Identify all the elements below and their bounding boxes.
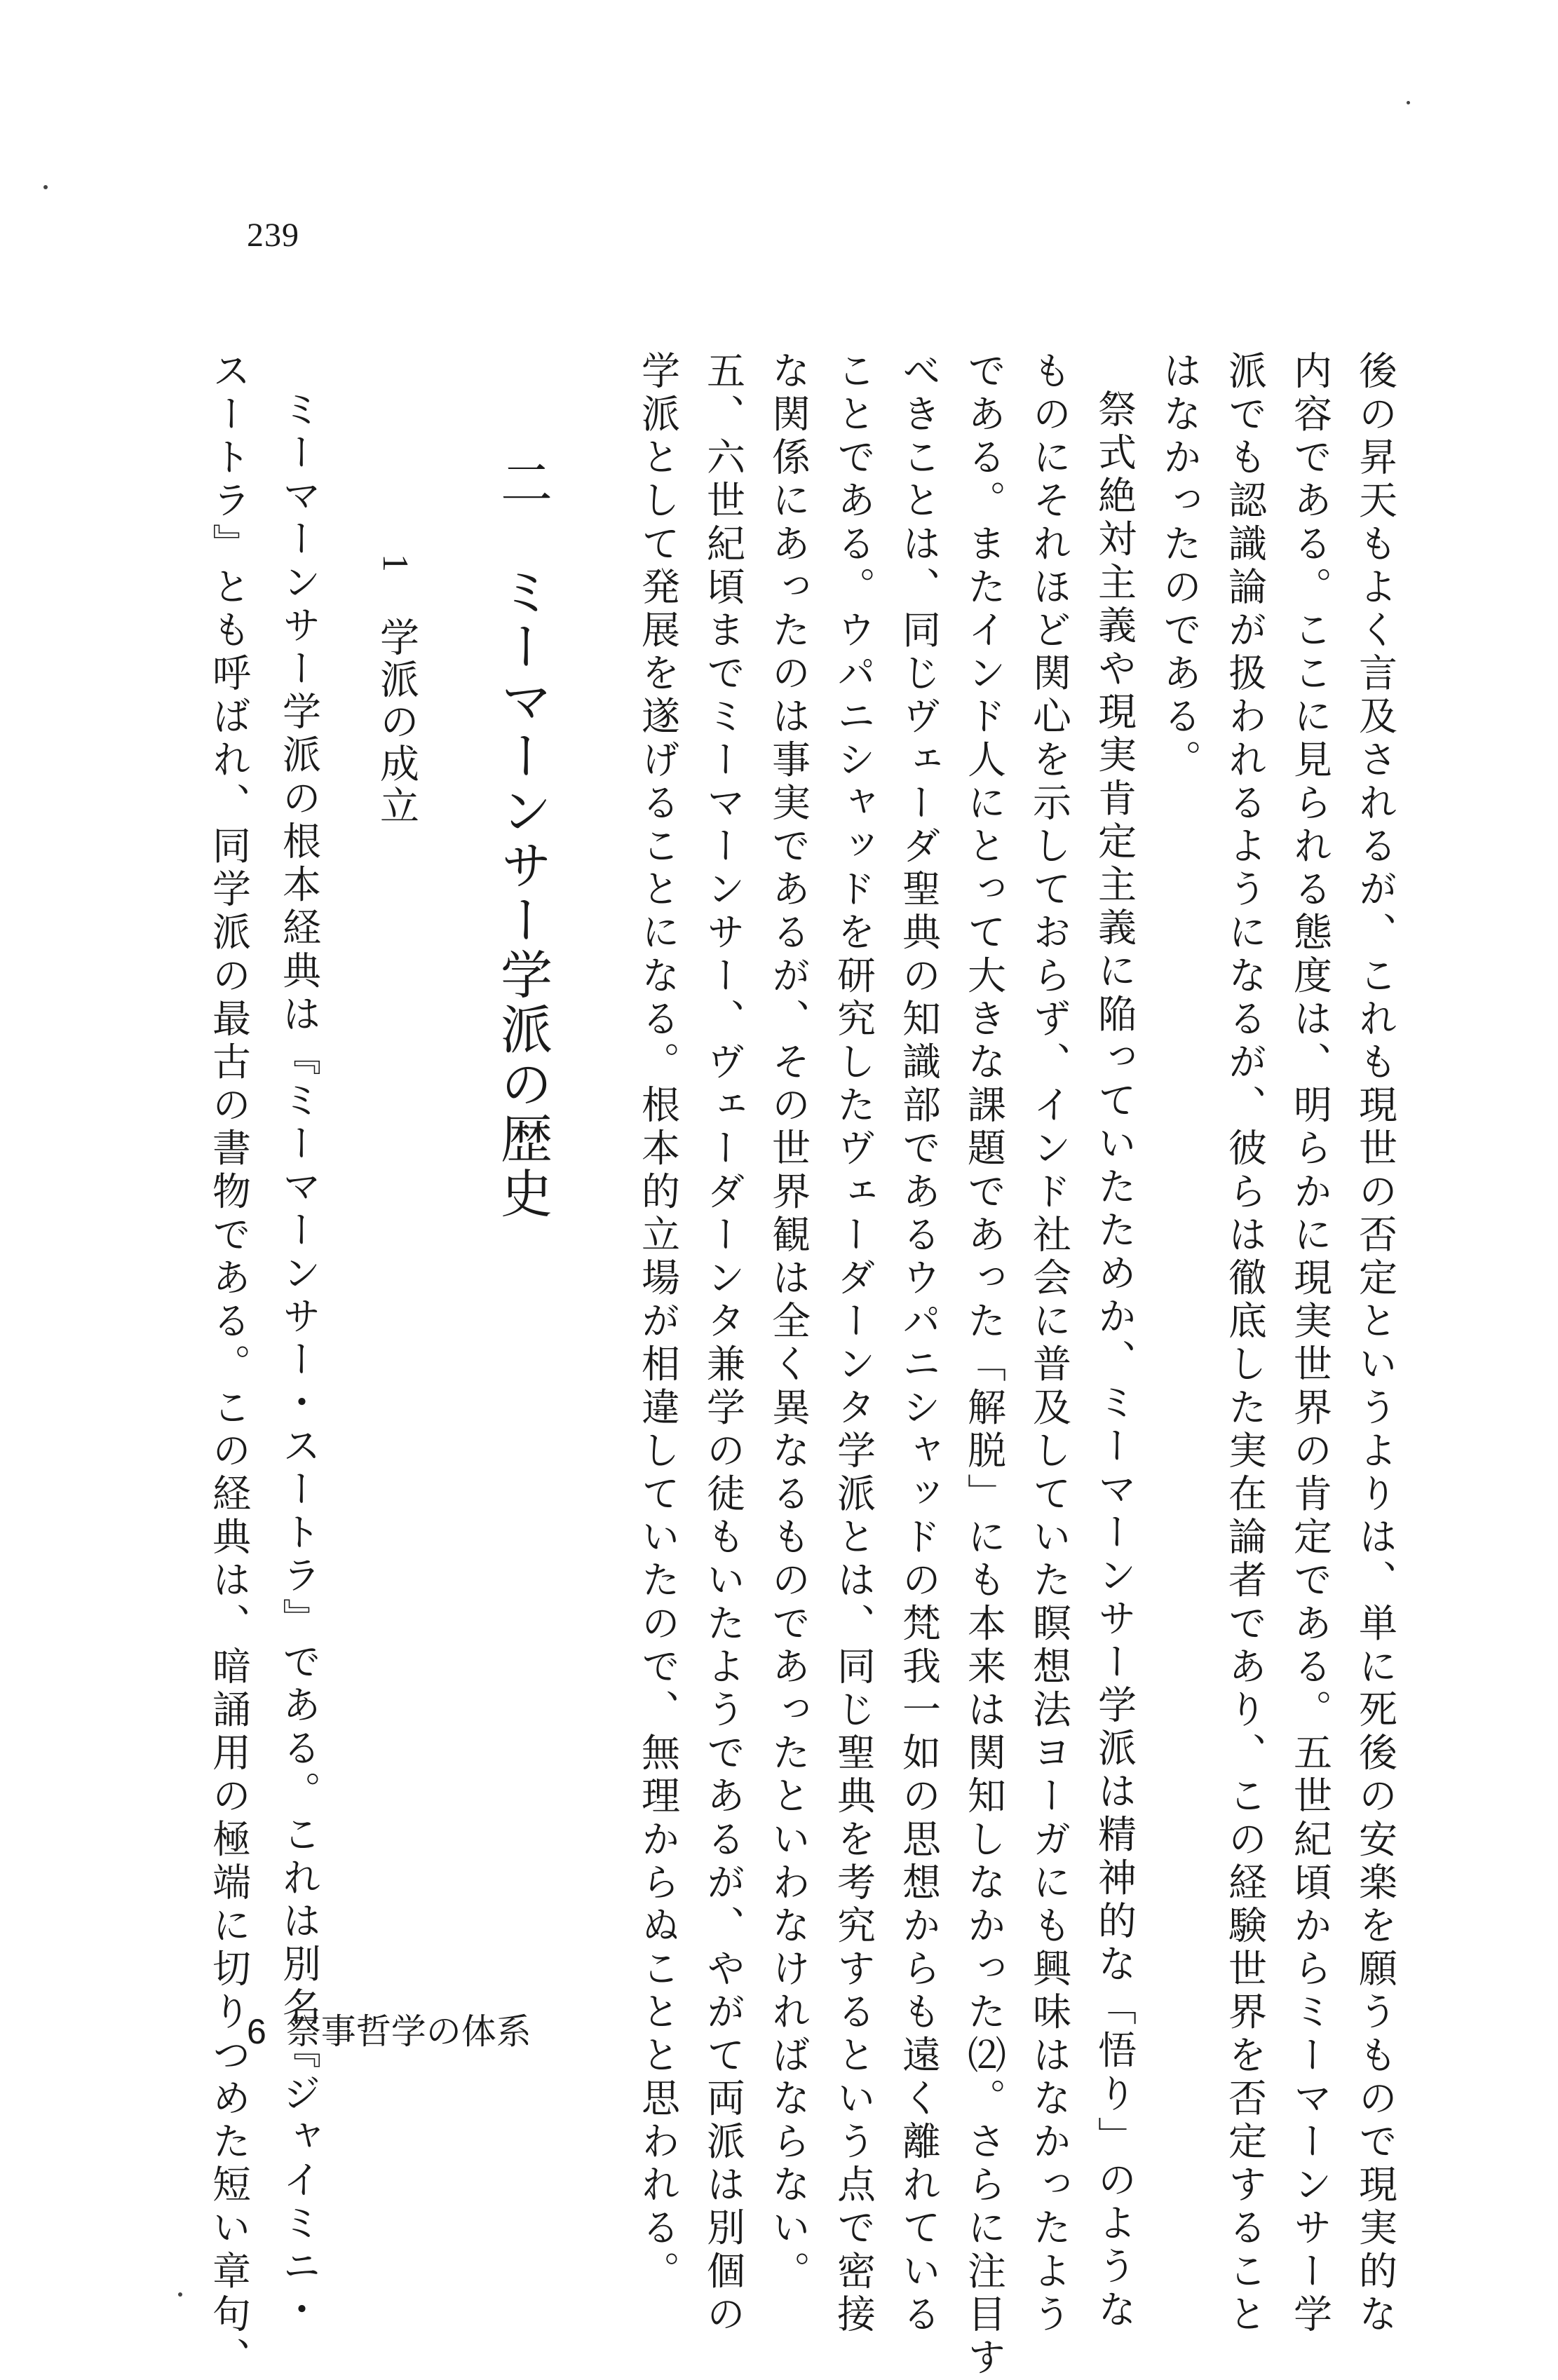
- chapter-number: 6: [247, 2012, 266, 2051]
- text-line: 五、六世紀頃までミーマーンサー、ヴェーダーンタ兼学の徒もいたようであるが、やがて両派は別個の: [700, 351, 745, 2337]
- text-line: な関係にあったのは事実であるが、その世界観は全く異なるものであったといわなければならない。: [766, 351, 811, 2294]
- scan-speck: [178, 2292, 182, 2297]
- text-line: スートラ』とも呼ばれ、同学派の最古の書物である。この経典は、暗誦用の極端に切りつめた短い章句、: [206, 351, 251, 2380]
- text-line: 内容である。ここに見られる態度は、明らかに現実世界の肯定である。五世紀頃からミーマーンサー学: [1287, 351, 1332, 2337]
- text-line: ものにそれほど関心を示しておらず、インド社会に普及していた瞑想法ヨーガにも興味はなかったよう: [1027, 351, 1071, 2337]
- page-number: 239: [247, 217, 299, 254]
- text-line: 後の昇天もよく言及されるが、これも現世の否定というよりは、単に死後の安楽を願うもので現実的な: [1353, 351, 1397, 2337]
- text-line: 祭式絶対主義や現実肯定主義に陥っていたためか、ミーマーンサー学派は精神的な「悟り」のような: [1092, 389, 1137, 2332]
- subsection-title: 学派の成立: [374, 617, 419, 827]
- text-line: ミーマーンサー学派の根本経典は『ミーマーンサー・スートラ』である。これは別名『ジャイミニ・: [276, 389, 321, 2332]
- text-line: である。またインド人にとって大きな課題であった「解脱」にも本来は関知しなかった⑵。さらに注目す: [961, 351, 1006, 2380]
- scan-speck: [1407, 101, 1410, 104]
- chapter-title: 祭事哲学の体系: [285, 2011, 531, 2052]
- text-line: 学派として発展を遂げることになる。根本的立場が相違していたので、無理からぬことと思われる。: [635, 351, 680, 2294]
- section-heading: 二 ミーマーンサー学派の歴史: [492, 456, 553, 1221]
- scan-speck: [43, 185, 48, 189]
- running-footer: [247, 2004, 531, 2054]
- text-line: べきことは、同じヴェーダ聖典の知識部であるウパニシャッドの梵我一如の思想からも遠く離れている: [896, 351, 941, 2337]
- text-line: ことである。ウパニシャッドを研究したヴェーダーンタ学派とは、同じ聖典を考究するという点で密接: [831, 351, 876, 2337]
- subsection-number: 1: [375, 554, 415, 572]
- text-line: はなかったのである。: [1157, 351, 1202, 782]
- text-line: 派でも認識論が扱われるようになるが、彼らは徹底した実在論者であり、この経験世界を否定すること: [1222, 351, 1267, 2337]
